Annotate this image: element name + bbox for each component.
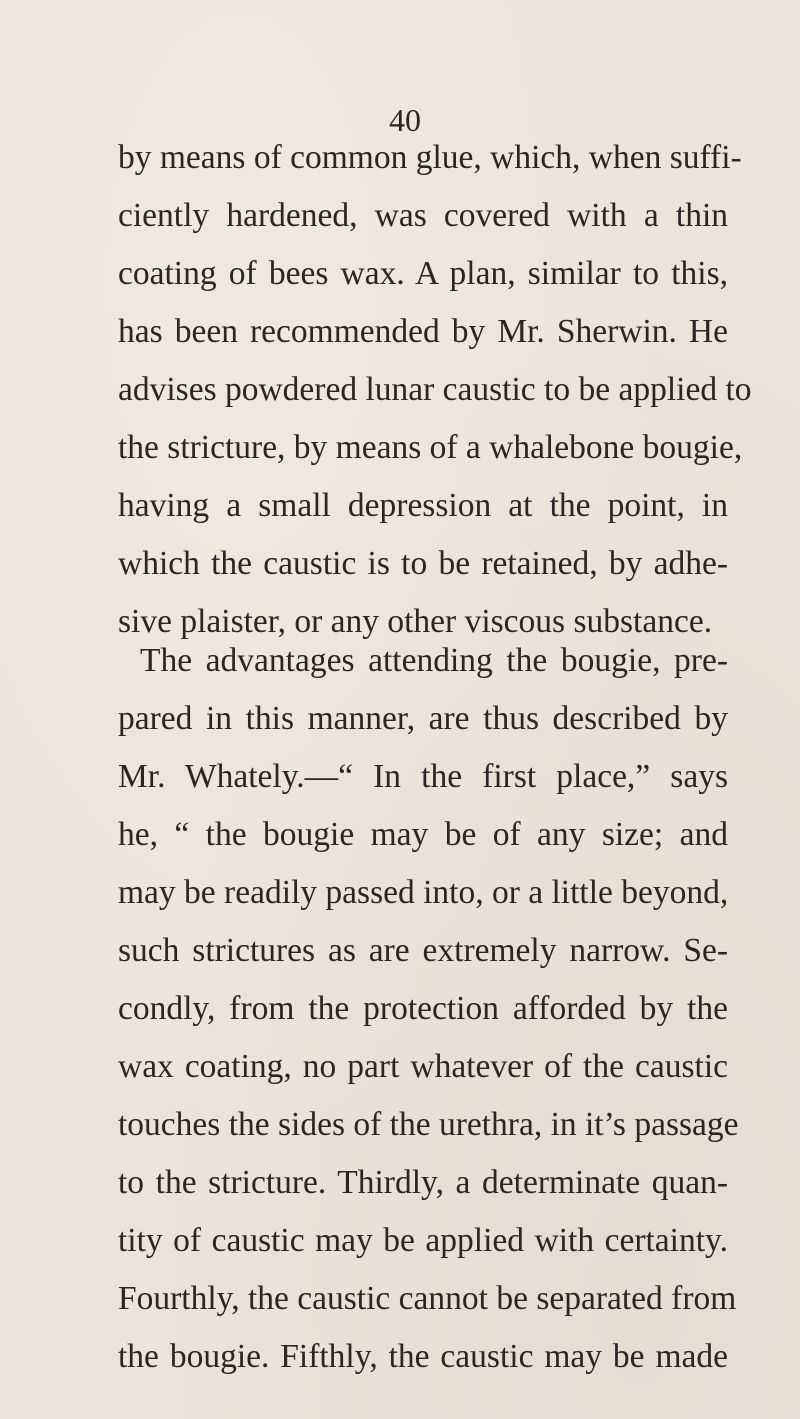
page-number: 40 [389,102,421,138]
text-line: has been recommended by Mr. Sherwin. He [118,313,728,350]
text-line: may be readily passed into, or a little beyond, [118,874,729,911]
text-line: sive plaister, or any other viscous substance. [118,603,713,640]
text-line: advises powdered lunar caustic to be applied to [118,371,752,408]
text-line: to the stricture. Thirdly, a determinate quan- [118,1164,728,1201]
text-line: pared in this manner, are thus described by [118,700,728,737]
text-line: tity of caustic may be applied with certainty. [118,1222,728,1259]
text-line: wax coating, no part whatever of the caustic [118,1048,728,1085]
text-line: having a small depression at the point, in [118,487,728,524]
text-line: coating of bees wax. A plan, similar to this, [118,255,728,292]
text-line: The advantages attending the bougie, pre- [140,642,728,679]
text-line: condly, from the protection afforded by the [118,990,728,1027]
paragraph-1 [118,129,752,651]
text-line: the stricture, by means of a whalebone bougie, [118,429,743,466]
text-line: the bougie. Fifthly, the caustic may be made [118,1338,728,1375]
text-line: by means of common glue, which, when suffi- [118,139,742,176]
text-line: ciently hardened, was covered with a thin [118,197,728,234]
text-line: Fourthly, the caustic cannot be separated from [118,1280,737,1317]
text-line: touches the sides of the urethra, in it’s passage [118,1106,739,1143]
text-line: such strictures as are extremely narrow. Se- [118,932,728,969]
text-line: which the caustic is to be retained, by adhe- [118,545,728,582]
text-line: he, “ the bougie may be of any size; and [118,816,728,853]
text-line: Mr. Whately.—“ In the first place,” says [118,758,728,795]
paragraph-2 [118,632,739,1386]
